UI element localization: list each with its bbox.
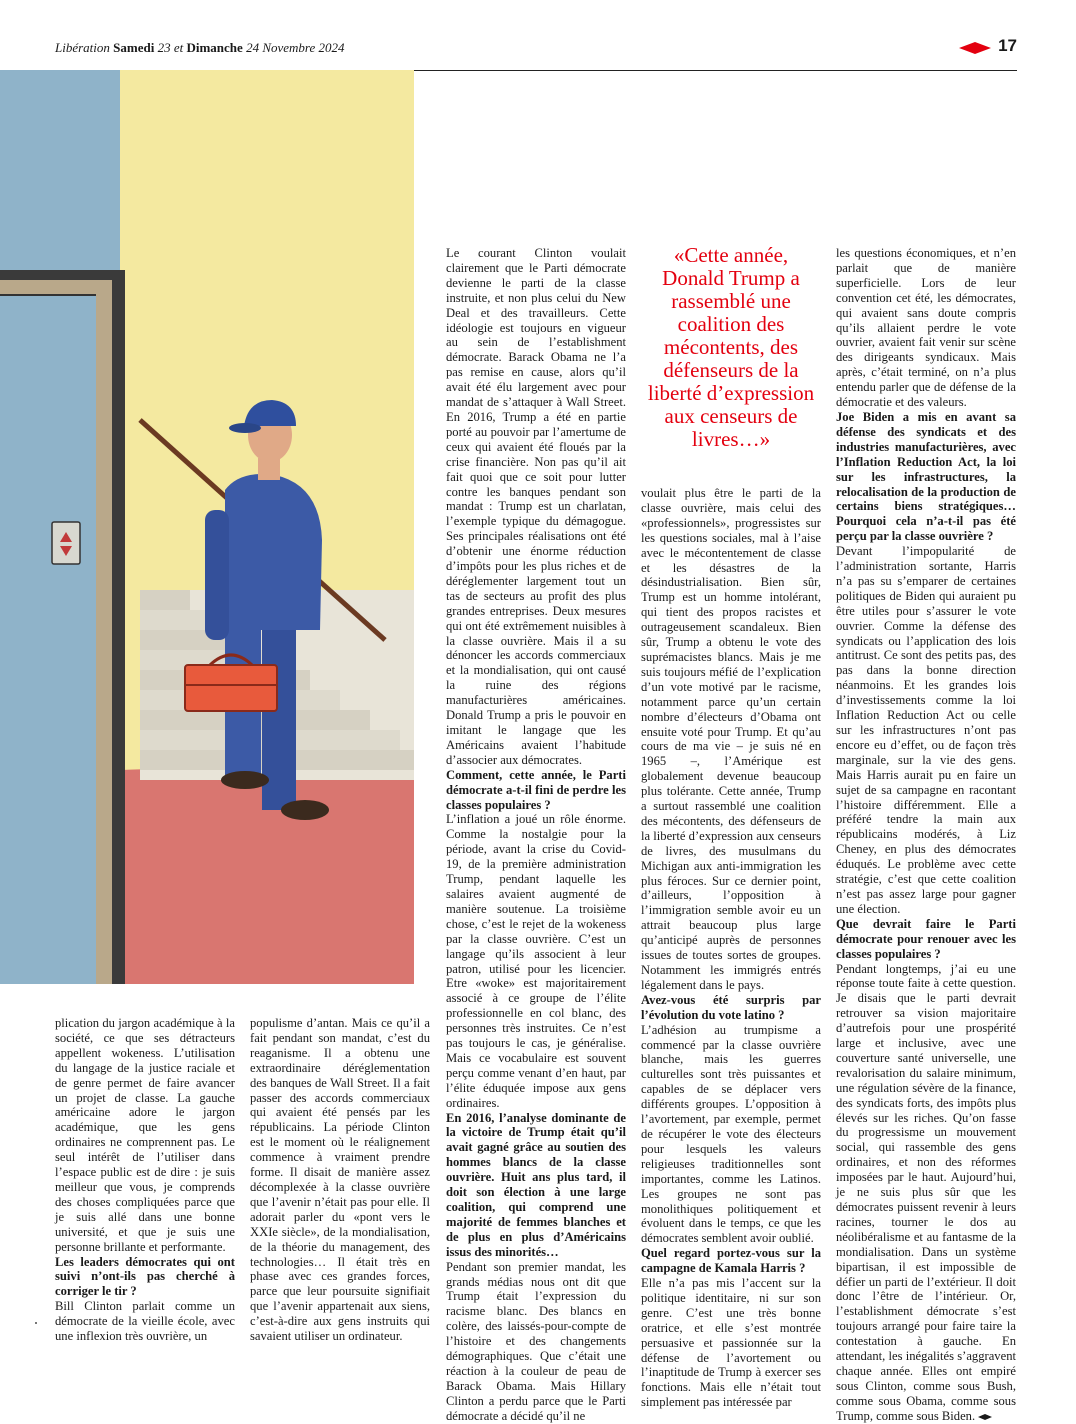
article-column-2 <box>641 486 821 1410</box>
header-rule <box>414 70 1017 71</box>
interview-question: Avez-vous été surpris par l’évolution du vote latino ? <box>641 992 821 1022</box>
print-mark <box>35 1322 37 1324</box>
dateline-day1: Samedi <box>113 40 155 55</box>
article-column-4 <box>55 1016 235 1344</box>
paragraph: les questions économiques, et n’en parlait que de manière superficielle. Lors de leur convention cet été, les démocrates, qui avaient sans doute compris qu’ils allaient perdre le vote ouvrier, avaient fait venir sur scène des dirigeants syndicaux. Mais après, c’était terminé, on n’a plus entendu parler que de défense de la démocratie et des valeurs. <box>836 246 1016 410</box>
interview-question: Quel regard portez-vous sur la campagne de Kamala Harris ? <box>641 1246 821 1276</box>
dateline-day2: Dimanche <box>186 40 243 55</box>
paragraph: L’inflation a joué un rôle énorme. Comme la nostalgie pour la période, avant la crise du Covid-19, de la première administration Trump, pendant laquelle les salaires avaient augmenté de manière soutenue. La troisième chose, c’est le rejet de la wokeness par la classe ouvrière. C’est un langage qu’ils associent à leur patron, utilisé pour les licencier. Etre «woke» est majoritairement associé à ce groupe de l’élite professionnelle en col blanc, des personnes très instruites. Ce n’est pas toujours le cas, je généralise. Mais ce vocabulaire est souvent perçu comme venant d’en haut, par l’élite éduquée impose aux gens ordinaires. <box>446 812 626 1110</box>
paragraph: plication du jargon académique à la société, ce que ses détracteurs appellent wokeness. L’utilisation du langage de la justice raciale et de genre permet de faire avancer un projet de classe. La gauche américaine adore le jargon académique, que les gens ordinaires ne comprennent pas. Le seul intérêt de l’utiliser dans l’espace public est de dire : je suis meilleur que vous, je comprends des choses compliquées parce que je suis allé dans une bonne université, et que je suis une personne brillante et performante. <box>55 1016 235 1254</box>
paragraph-text: Pendant longtemps, j’ai eu une réponse toute faite à cette question. Je disais que le parti devrait retrouver sa vision majoritaire d’autrefois pour une prospérité large et inclusive, avec une couverture santé universelle, une revalorisation du salaire minimum, une régulation sévère de la finance, des syndicats forts, des impôts plus élevés sur les riches. Qu’on fasse du progressisme un mouvement social, qui rassemble des gens ordinaires, et non des réformes imposées par le haut. Aujourd’hui, je ne suis plus sûr que les démocrates puissent revenir à leurs racines, tourner le dos au néolibéralisme et au fantasme de la mondialisation. Dans un système bipartisan, il est impossible de défier un parti de l’extérieur. Il doit donc l’être de l’intérieur. Or, l’establishment démocrate s’est toujours arrangé pour faire taire la contestation à gauche. En attendant, les inégalités s’aggravent chaque année. Elles ont empiré sous Clinton, comme sous Bush, comme sous Obama, comme sous Trump, comme sous Biden. <box>836 961 1016 1423</box>
worker-climbing-stairs-illustration <box>0 70 414 984</box>
liberation-logo-icon <box>959 42 991 54</box>
page-header <box>55 38 1017 60</box>
dateline <box>55 38 345 58</box>
paragraph: L’adhésion au trumpisme a commencé par la classe ouvrière blanche, mais les guerres culturelles sont très puissantes et capables de se déplacer vers différents groupes. L’opposition à l’avortement, par exemple, permet de récupérer le vote des électeurs pour lesquels les valeurs religieuses traditionnelles sont importantes, comme les Latinos. Les groupes ne sont pas monolithiques politiquement et évoluent dans le temps, ce que les démocrates semblent avoir oublié. <box>641 1022 821 1246</box>
page-number: 17 <box>998 36 1017 55</box>
interview-question: En 2016, l’analyse dominante de la victoire de Trump était qu’il avait gagné grâce au soutien des hommes blancs de la classe ouvrière. Huit ans plus tard, il doit son élection à une large coalition, qui comprend une majorité de femmes blanches et de plus en plus d’Américains issus des minorités… <box>446 1110 626 1259</box>
dateline-date1: 23 et <box>157 40 184 55</box>
paragraph: Le courant Clinton voulait clairement que le Parti démocrate devienne le parti de la classe instruite, et non plus celui du New Deal et des travailleurs. Cette idéologie est toujours en vigueur au sein de l’establishment démocrate. Barack Obama ne l’a pas remise en cause, alors qu’il avait été élu largement avec pour mandat de s’attaquer à Wall Street. En 2016, Trump a été en partie porté au pouvoir par l’amertume de ceux qui avaient été floués par la crise financière. Non pas qu’il ait fait quoi que ce soit pour lutter contre les banques pendant son mandat : Trump est un charlatan, l’exemple typique du démagogue. Ses principales réalisations ont été d’obtenir une énorme réduction d’impôts pour les plus riches et de déréglementer largement tout un tas de secteurs au profit des plus grandes entreprises. Deux mesures qui ont été extrêmement nuisibles à la classe ouvrière. Mais il a su dénoncer les accords commerciaux et la mondialisation, qui ont causé la ruine des régions manufacturières américaines. Donald Trump a pris le pouvoir en imitant le langage que les Américains avaient l’habitude d’associer aux démocrates. <box>446 246 626 767</box>
paragraph: populisme d’antan. Mais ce qu’il a fait pendant son mandat, c’est du reaganisme. Il a obtenu une extraordinaire déréglementation des banques de Wall Street. Il a fait passer des accords commerciaux qui avaient été pensés par les républicains. La période Clinton est le moment où le réalignement commence à vraiment prendre forme. Il disait de manière assez décomplexée à la classe ouvrière que l’avenir n’était pas pour elle. Il adorait parler du «pont vers le XXIe siècle», de la mondialisation, de la théorie du management, des technologies… Il était très en phase avec ces grandes forces, parce que leur poursuite signifiait que l’avenir appartenait aux siens, c’est-à-dire aux gens instruits qui savaient utiliser un ordinateur. <box>250 1016 430 1344</box>
paragraph: voulait plus être le parti de la classe ouvrière, mais celui des «professionnels», progressistes sur les questions sociales, mal à l’aise avec le mécontentement de classe et les désastres de la désindustrialisation. Bien sûr, Trump est un homme intolérant, qui tient des propos racistes et outrageusement scandaleux. Bien sûr, Trump a obtenu le vote des suprémacistes blancs. Mais je me suis toujours méfié de l’explication d’un vote motivé par le racisme, notamment parce qu’un certain nombre d’électeurs d’Obama ont ensuite voté pour Trump. Et qu’au cours de ma vie – je suis né en 1965 –, l’Amérique est globalement devenue beaucoup plus tolérante. Cette année, Trump a surtout rassemblé une coalition des mécontents, des défenseurs de la liberté d’expression aux censeurs de livres, des musulmans du Michigan aux anti-immigration les plus féroces. Sur ce dernier point, d’ailleurs, l’opposition à l’immigration semble avoir eu un attrait beaucoup plus large qu’anticipé auprès de personnes issues de toutes sortes de groupes. Notamment les immigrés entrés légalement dans le pays. <box>641 486 821 992</box>
paragraph: Pendant son premier mandat, les grands médias nous ont dit que Trump était l’expression du racisme blanc. Des blancs en colère, des laissés-pour-compte de l’histoire et des changements démographiques. Que c’était une réaction à la couleur de peau de Barack Obama. Mais Hillary Clinton a perdu parce que le Parti démocrate a décidé qu’il ne <box>446 1259 626 1423</box>
paragraph <box>836 962 1016 1424</box>
paragraph: Elle n’a pas mis l’accent sur la politique identitaire, ni sur son genre. C’est une très bonne oratrice, et elle s’est montrée persuasive et passionnée sur la défense de l’avortement ou l’inaptitude de Trump à exercer ses fonctions. Mais elle n’était tout simplement pas intéressée par <box>641 1276 821 1410</box>
paragraph: Devant l’impopularité de l’administration sortante, Harris n’a pas su s’emparer de certaines politiques de Biden qui auraient pu être utiles pour s’assurer le vote ouvrier. Comme la défense des syndicats ou l’application des lois antitrust. Ce sont des petits pas, des pas dans la bonne direction néanmoins. Et les grandes lois d’investissements comme la loi Inflation Reduction Act ou celle sur les infrastructures n’ont pas encore eu d’effet, ou de façon très marginale, sur la vie des gens. Mais Harris aurait pu en faire un sujet de sa campagne en racontant l’histoire différemment. Elle a préféré tendre la main aux républicains modérés, à Liz Cheney, en plus des démocrates éduqués. Le problème avec cette stratégie, c’est que cette coalition n’est pas assez large pour gagner une élection. <box>836 544 1016 916</box>
interview-question: Joe Biden a mis en avant sa défense des syndicats et des industries manufacturières, avec l’Inflation Reduction Act, la loi sur les infrastructures, la relocalisation de la production de certains biens stratégiques… Pourquoi cela n’a-t-il pas été perçu par la classe ouvrière ? <box>836 409 1016 544</box>
article-column-3 <box>836 246 1016 1424</box>
article-column-5 <box>250 1016 430 1344</box>
interview-question: Que devrait faire le Parti démocrate pour renouer avec les classes populaires ? <box>836 916 1016 961</box>
pull-quote: «Cette année, Donald Trump a rassemblé une coalition des mécontents, des défenseurs de la liberté d’expression aux censeurs de livres…» <box>647 243 815 451</box>
end-of-article-icon <box>978 1414 992 1420</box>
publication-name: Libération <box>55 40 110 55</box>
dateline-date2: 24 Novembre 2024 <box>246 40 345 55</box>
interview-question: Comment, cette année, le Parti démocrate a-t-il fini de perdre les classes populaires ? <box>446 767 626 812</box>
interview-question: Les leaders démocrates qui ont suivi n’ont-ils pas cherché à corriger le tir ? <box>55 1254 235 1299</box>
article-column-1 <box>446 246 626 1424</box>
paragraph: Bill Clinton parlait comme un démocrate de la vieille école, avec une inflexion très ouvrière, un <box>55 1299 235 1344</box>
